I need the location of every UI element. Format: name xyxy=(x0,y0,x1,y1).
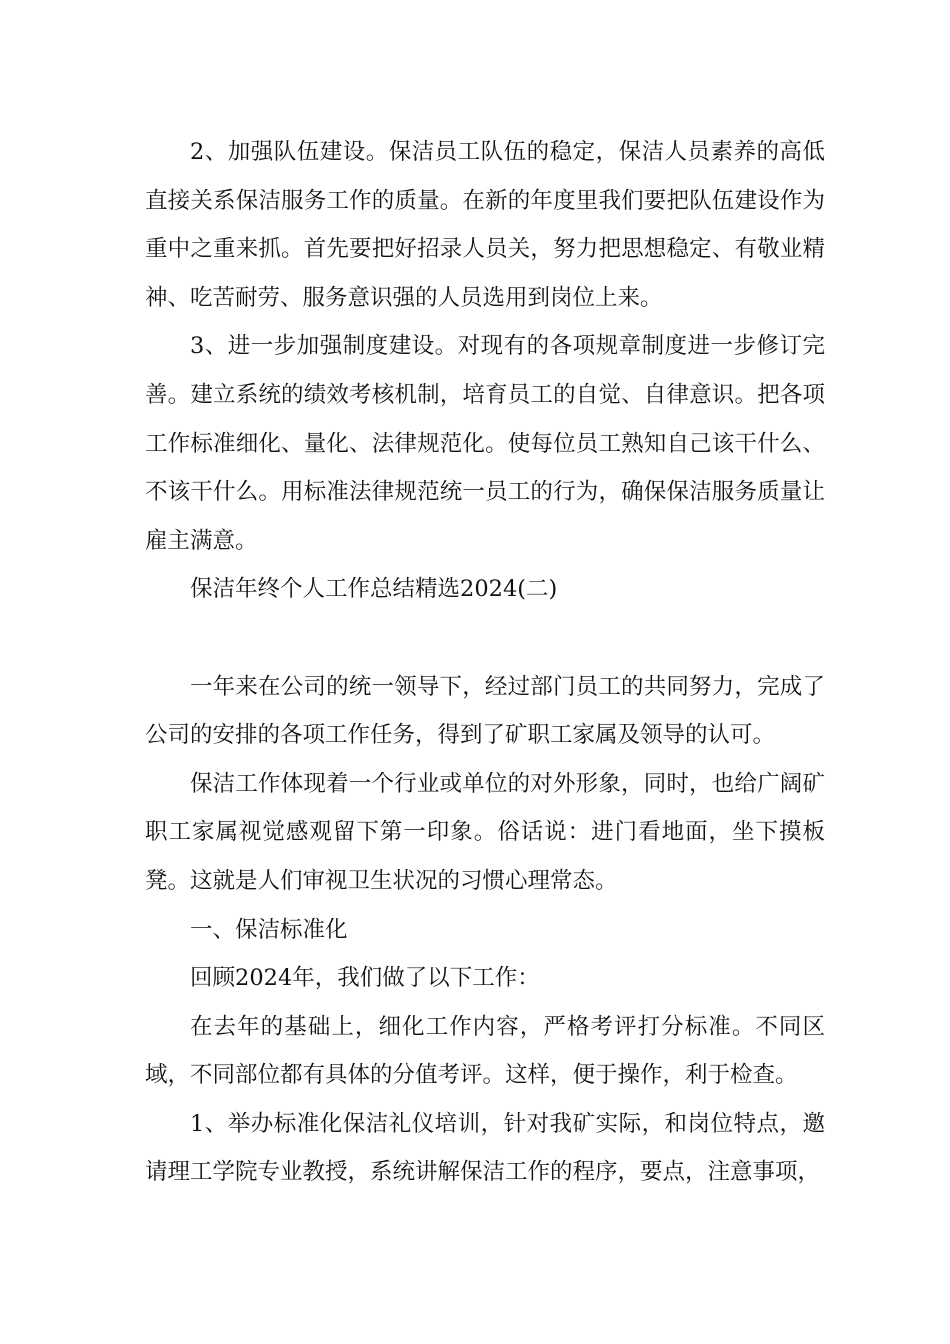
section-title: 保洁年终个人工作总结精选2024(二) xyxy=(190,576,558,603)
paragraph-system-building: 3、进一步加强制度建设。对现有的各项规章制度进一步修订完善。建立系统的绩效考核机制，培育员工的自觉、自律意识。把各项工作标准细化、量化、法律规范化。使每位员工熟知自己该干什么、不该干什么。用标准法律规范统一员工的行为，确保保洁服务质量让雇主满意。 xyxy=(145,333,825,554)
blank-line xyxy=(145,614,825,663)
paragraph-team-building: 2、加强队伍建设。保洁员工队伍的稳定，保洁人员素养的高低直接关系保洁服务工作的质量。在新的年度里我们要把队伍建设作为重中之重来抓。首先要把好招录人员关，努力把思想稳定、有敬业精神、吃苦耐劳、服务意识强的人员选用到岗位上来。 xyxy=(145,139,825,311)
paragraph-year-overview: 一年来在公司的统一领导下，经过部门员工的共同努力，完成了公司的安排的各项工作任务，得到了矿职工家属及领导的认可。 xyxy=(145,673,825,749)
paragraph-cleaning-image: 保洁工作体现着一个行业或单位的对外形象，同时，也给广阔矿职工家属视觉感观留下第一印象。俗话说：进门看地面，坐下摸板凳。这就是人们审视卫生状况的习惯心理常态。 xyxy=(145,770,825,894)
paragraph-review: 回顾2024年，我们做了以下工作： xyxy=(190,965,540,992)
subheading-standardization: 一、保洁标准化 xyxy=(190,916,348,943)
paragraph-training: 1、举办标准化保洁礼仪培训，针对我矿实际，和岗位特点，邀请理工学院专业教授，系统讲解保洁工作的程序，要点，注意事项， xyxy=(145,1110,825,1186)
paragraph-refine-work: 在去年的基础上，细化工作内容，严格考评打分标准。不同区域，不同部位都有具体的分值考评。这样，便于操作，利于检查。 xyxy=(145,1013,825,1089)
document-body xyxy=(145,128,825,1197)
